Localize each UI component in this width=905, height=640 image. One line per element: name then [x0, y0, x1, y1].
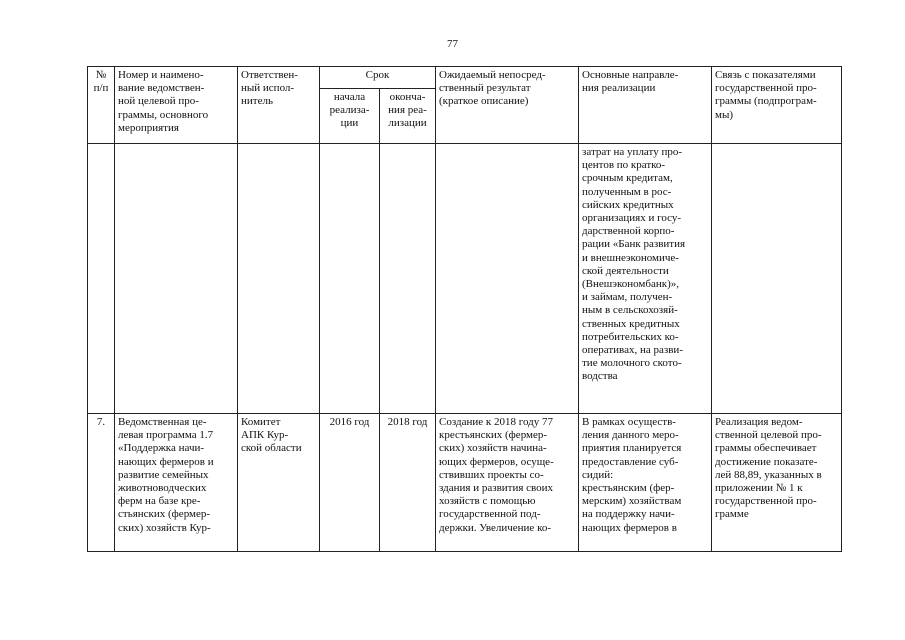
header-name: Номер и наимено- вание ведомствен- ной целевой про- граммы, основного мероприятия: [115, 67, 238, 144]
row7-directions: В рамках осуществ- ления данного меро- приятия планируется предоставление суб- сидий: крестьянским (фер- мерским) хозяйствам на поддержку начи- нающих фермеров в: [579, 414, 712, 552]
table-row: [88, 144, 842, 414]
header-term: Срок: [320, 67, 436, 89]
header-row: [88, 67, 842, 89]
cont-end-cell: [380, 144, 436, 414]
cont-link-cell: [712, 144, 842, 414]
table-row: [88, 414, 842, 552]
header-num: № п/п: [88, 67, 115, 144]
cont-num-cell: [88, 144, 115, 414]
header-link: Связь с показателями государственной про- граммы (подпрограм- мы): [712, 67, 842, 144]
header-directions: Основные направле- ния реализации: [579, 67, 712, 144]
row7-end: 2018 год: [380, 414, 436, 552]
page-number: 77: [447, 38, 458, 50]
header-term-end: оконча- ния реа- лизации: [380, 89, 436, 144]
cont-executor-cell: [238, 144, 320, 414]
row7-result: Создание к 2018 году 77 крестьянских (фермер- ских) хозяйств начина- ющих фермеров, осуще- ствивших проекты со- здания и развития своих хозяйств с помощью государственной под- держки. Увеличение ко-: [436, 414, 579, 552]
activities-table: [87, 66, 842, 552]
header-executor: Ответствен- ный испол- нитель: [238, 67, 320, 144]
row7-name: Ведомственная це- левая программа 1.7 «Поддержка начи- нающих фермеров и развитие семейных животноводческих ферм на базе кре- стьянских (фермер- ских) хозяйств Кур-: [115, 414, 238, 552]
cont-directions-cell: затрат на уплату про- центов по кратко- срочным кредитам, полученным в рос- сийских кредитных организациях и госу- дарственной корпо- рации «Банк развития и внешнеэкономиче- ской деятельности (Внешэкономбанк)», и займам, получен- ным в сельскохозяй- ственных кредитных потребительских ко- оперативах, на разви- тие молочного ското- водства: [579, 144, 712, 414]
row7-num: 7.: [88, 414, 115, 552]
cont-result-cell: [436, 144, 579, 414]
header-term-start: начала реализа- ции: [320, 89, 380, 144]
header-result: Ожидаемый непосред- ственный результат (краткое описание): [436, 67, 579, 144]
row7-start: 2016 год: [320, 414, 380, 552]
row7-link: Реализация ведом- ственной целевой про- граммы обеспечивает достижение показате- лей 88,89, указанных в приложении № 1 к государственной про- грамме: [712, 414, 842, 552]
row7-executor: Комитет АПК Кур- ской области: [238, 414, 320, 552]
cont-start-cell: [320, 144, 380, 414]
cont-name-cell: [115, 144, 238, 414]
